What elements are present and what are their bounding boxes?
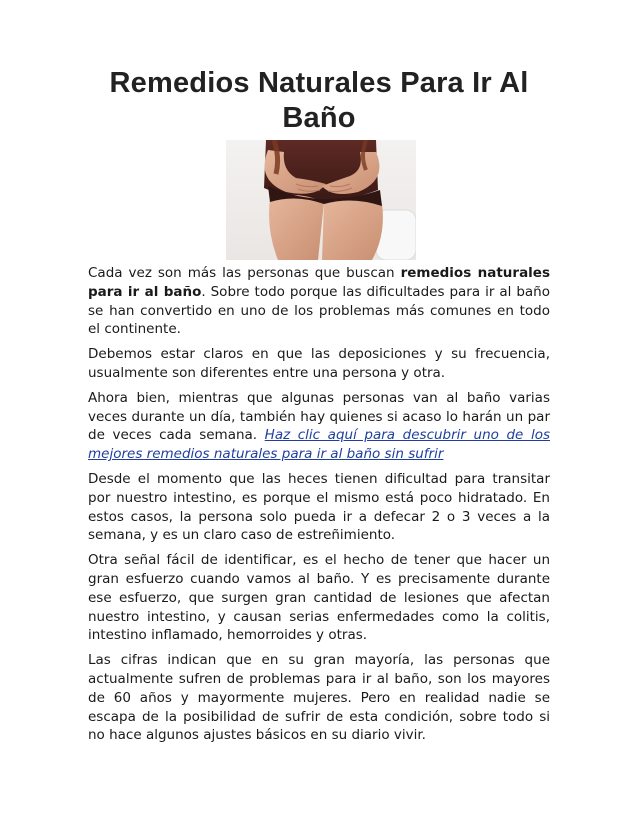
paragraph-intro [88,264,550,339]
paragraph-frecuencia [88,389,550,464]
paragraph-deposiciones: Debemos estar claros en que las deposiciones y su frecuencia, usualmente son diferentes entre una persona y otra. [88,346,550,381]
paragraph-heces: Desde el momento que las heces tienen dificultad para transitar por nuestro intestino, es porque el mismo está poco hidratado. En estos casos, la persona solo pueda ir a defecar 2 o 3 veces a la semana, y es un claro caso de estreñimiento. [88,470,550,544]
page-title: Remedios Naturales Para Ir Al Baño [109,67,529,134]
article-photo [226,140,416,260]
woman-holding-abdomen-photo [226,140,416,260]
paragraph-cifras: Las cifras indican que en su gran mayoría, las personas que actualmente sufren de problemas para ir al baño, son los mayores de 60 años y mayormente mujeres. Pero en realidad nadie se escapa de la posibilidad de sufrir de esta condición, sobre todo si no hace algunos ajustes básicos en su diario vivir. [88,652,550,744]
paragraph-esfuerzo: Otra señal fácil de identificar, es el hecho de tener que hacer un gran esfuerzo cuando vamos al baño. Y es precisamente durante ese esfuerzo, que surgen gran cantidad de lesiones que afectan nuestro intestino, y causan serias enfermedades como la colitis, intestino inflamado, hemorroides y otras. [88,552,550,644]
keyword-bold: remedios naturales para ir al baño [88,265,550,300]
article-body [88,264,550,751]
paragraph-text: . Sobre todo porque las dificultades para ir al baño se han convertido en uno de los problemas más comunes en todo el continente. [88,283,550,338]
paragraph-text: Cada vez son más las personas que buscan [88,265,401,281]
paragraph-text: Ahora bien, mientras que algunas personas van al baño varias veces durante un día, también hay quienes si acaso lo harán un par de veces cada semana. [88,389,550,444]
remedies-link[interactable]: Haz clic aquí para descubrir uno de los mejores remedios naturales para ir al baño sin sufrir [88,427,550,463]
